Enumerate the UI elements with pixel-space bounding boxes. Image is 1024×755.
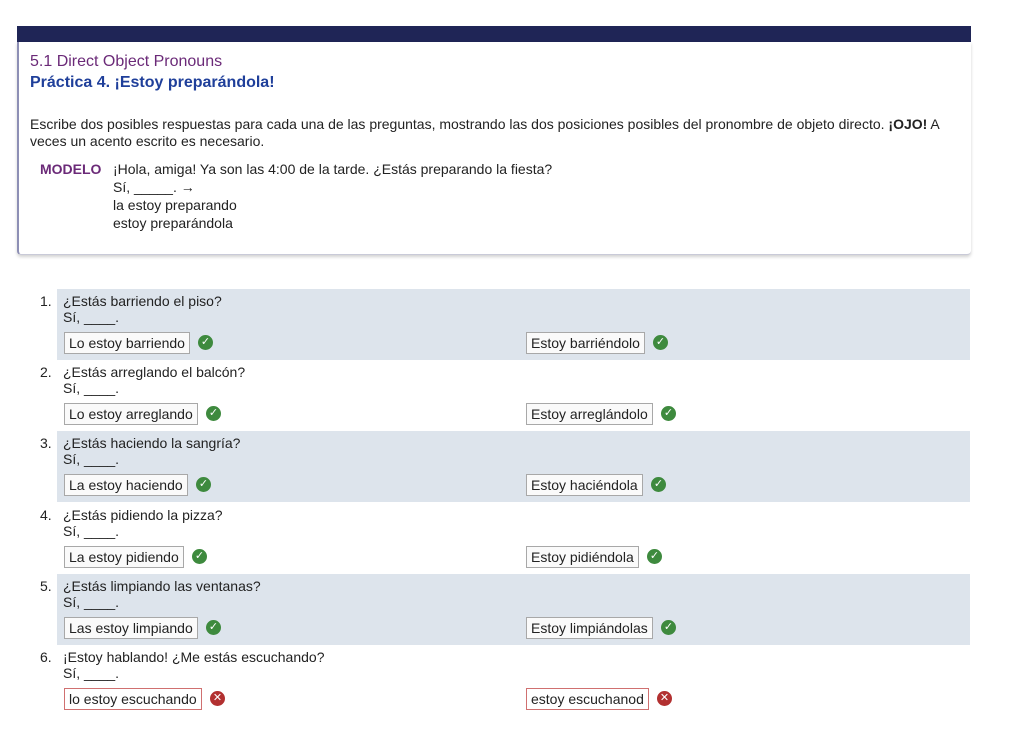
- header-bar: [17, 26, 971, 42]
- check-circle-icon: ✓: [192, 549, 207, 564]
- modelo-answer-2: estoy preparándola: [113, 215, 233, 231]
- check-circle-icon: ✓: [651, 477, 666, 492]
- answer-field-1[interactable]: La estoy pidiendo: [64, 546, 184, 568]
- item-prompt: Sí, ____.: [63, 380, 120, 396]
- answer-field-2[interactable]: Estoy barriéndolo: [526, 332, 645, 354]
- answer-field-2[interactable]: Estoy arreglándolo: [526, 403, 653, 425]
- item-prompt: Sí, ____.: [63, 451, 120, 467]
- exercise-row: [40, 289, 970, 360]
- check-circle-icon: ✓: [206, 620, 221, 635]
- check-circle-icon: ✓: [653, 335, 668, 350]
- exercise-row: [40, 503, 970, 574]
- item-number: 6.: [40, 649, 52, 665]
- section-title: 5.1 Direct Object Pronouns: [30, 53, 223, 70]
- ojo-label: ¡OJO!: [888, 116, 928, 132]
- answer-field-2[interactable]: Estoy pidiéndola: [526, 546, 639, 568]
- modelo-prompt: Sí, _____. →: [113, 179, 195, 195]
- answer-field-1[interactable]: La estoy haciendo: [64, 474, 188, 496]
- item-prompt: Sí, ____.: [63, 523, 120, 539]
- x-circle-icon: ✕: [210, 691, 225, 706]
- check-circle-icon: ✓: [647, 549, 662, 564]
- answer-field-2[interactable]: Estoy limpiándolas: [526, 617, 653, 639]
- exercise-row: [40, 431, 970, 502]
- item-prompt: Sí, ____.: [63, 309, 120, 325]
- instructions-text: [30, 116, 960, 150]
- item-question: ¿Estás limpiando las ventanas?: [63, 578, 261, 594]
- exercise-row: [40, 360, 970, 431]
- item-number: 4.: [40, 507, 52, 523]
- check-circle-icon: ✓: [661, 406, 676, 421]
- answer-field-1[interactable]: Lo estoy barriendo: [64, 332, 190, 354]
- check-circle-icon: ✓: [196, 477, 211, 492]
- check-circle-icon: ✓: [661, 620, 676, 635]
- instructions-part1: Escribe dos posibles respuestas para cada una de las preguntas, mostrando las dos posiciones posibles del pronombre de objeto directo.: [30, 116, 889, 132]
- answer-field-2[interactable]: estoy escuchanod: [526, 688, 649, 710]
- answer-field-2[interactable]: Estoy haciéndola: [526, 474, 643, 496]
- check-circle-icon: ✓: [206, 406, 221, 421]
- modelo-label: MODELO: [40, 161, 102, 177]
- practice-title: Práctica 4. ¡Estoy preparándola!: [30, 74, 275, 91]
- item-number: 2.: [40, 364, 52, 380]
- x-circle-icon: ✕: [657, 691, 672, 706]
- modelo-question: ¡Hola, amiga! Ya son las 4:00 de la tarde. ¿Estás preparando la fiesta?: [113, 161, 553, 177]
- item-question: ¿Estás arreglando el balcón?: [63, 364, 246, 380]
- answer-field-1[interactable]: Lo estoy arreglando: [64, 403, 198, 425]
- item-number: 3.: [40, 435, 52, 451]
- answer-field-1[interactable]: Las estoy limpiando: [64, 617, 198, 639]
- instructions-card: [17, 42, 971, 255]
- item-question: ¡Estoy hablando! ¿Me estás escuchando?: [63, 649, 325, 665]
- check-circle-icon: ✓: [198, 335, 213, 350]
- modelo-answer-1: la estoy preparando: [113, 197, 237, 213]
- item-question: ¿Estás barriendo el piso?: [63, 293, 222, 309]
- item-number: 1.: [40, 293, 52, 309]
- exercise-row: [40, 574, 970, 645]
- item-prompt: Sí, ____.: [63, 665, 120, 681]
- instructions-part2: A veces un acento escrito es necesario.: [30, 116, 939, 149]
- exercise-row: [40, 645, 970, 716]
- item-prompt: Sí, ____.: [63, 594, 120, 610]
- item-question: ¿Estás pidiendo la pizza?: [63, 507, 223, 523]
- item-number: 5.: [40, 578, 52, 594]
- answer-field-1[interactable]: lo estoy escuchando: [64, 688, 202, 710]
- item-question: ¿Estás haciendo la sangría?: [63, 435, 241, 451]
